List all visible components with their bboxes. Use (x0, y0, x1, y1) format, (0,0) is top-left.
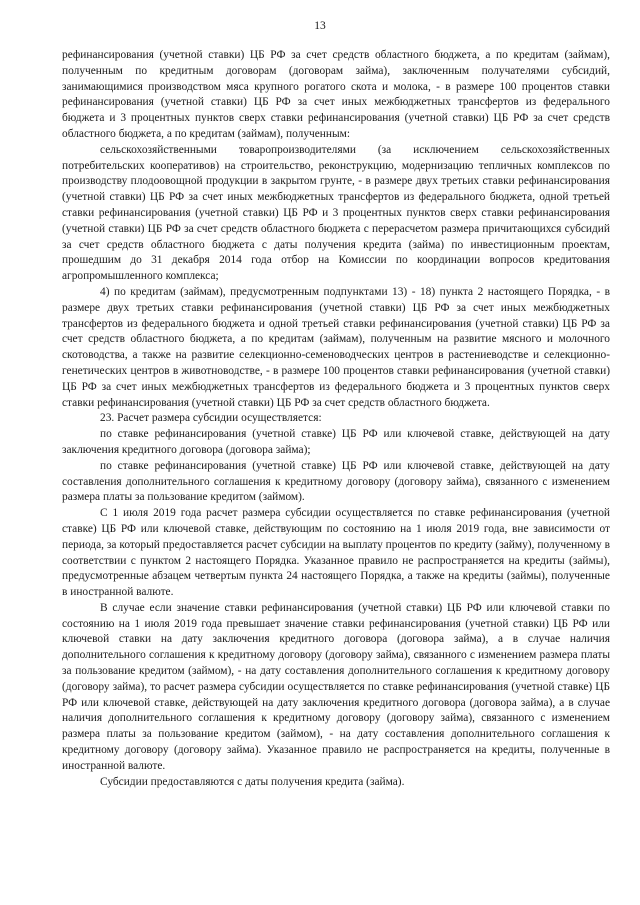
paragraph-continuation: рефинансирования (учетной ставки) ЦБ РФ за счет средств областного бюджета, а по кредитам (займам), полученным по кредитным договорам (договорам займа), заключенным получателями субсидий, занимающимися производством мяса крупного рогатого скота и молока, - в размере 100 процентов ставки рефинансирования (учетной ставки) ЦБ РФ за счет иных межбюджетных трансфертов из федерального бюджета и 3 процентных пунктов сверх ставки рефинансирования (учетной ставки) ЦБ РФ за счет средств областного бюджета, а по кредитам (займам), полученным: (62, 49, 610, 140)
paragraph-subsidy-start: Субсидии предоставляются с даты получения кредита (займа). (100, 775, 405, 788)
paragraph-rate-exceeds-case: В случае если значение ставки рефинансирования (учетной ставки) ЦБ РФ или ключевой ставки по состоянию на 1 июля 2019 года превышает значение ставки рефинансирования (учетной ставки) ЦБ РФ или ключевой ставки на дату заключения кредитного договора (договора займа), а в случае наличия дополнительного соглашения к кредитному договору (договору займа), связанного с изменением размера платы за пользование кредитом (займом), - на дату составления дополнительного соглашения к кредитному договору (договору займа), то расчет размера субсидии осуществляется по ставке рефинансирования (учетной ставке) ЦБ РФ или ключевой ставке, действующей на дату заключения кредитного договора (договора займа), а в случае наличия дополнительного соглашения к кредитному договору (договору займа), связанного с изменением размера платы за пользование кредитом (займом), - на дату составления дополнительного соглашения к кредитному договору (договору займа). Указанное правило не распространяется на кредиты, полученные в иностранной валюте. (62, 601, 610, 772)
paragraph-july-2019-rule: С 1 июля 2019 года расчет размера субсидии осуществляется по ставке рефинансирования (учетной ставке) ЦБ РФ или ключевой ставке, действующим по состоянию на 1 июля 2019 года, вне зависимости от периода, за который предоставляется расчет субсидии на выплату процентов по кредиту (займу), полученному в соответствии с пунктом 2 настоящего Порядка. Указанное правило не распространяется на кредиты (займы), предусмотренные абзацем четвертым пункта 24 настоящего Порядка, а также на кредиты (займы), полученные в иностранной валюте. (62, 507, 610, 599)
paragraph-greenhouse-producers: сельскохозяйственными товаропроизводителями (за исключением сельскохозяйственных потребительских кооперативов) на строительство, реконструкцию, модернизацию тепличных комплексов по производству плодоовощной продукции в закрытом грунте, - в размере двух третьих ставки рефинансирования (учетной ставки) ЦБ РФ за счет иных межбюджетных трансфертов из федерального бюджета, одной третьей ставки рефинансирования (учетной ставки) ЦБ РФ и 3 процентных пунктов сверх ставки рефинансирования (учетной ставки) ЦБ РФ за счет средств областного бюджета с перерасчетом размера причитающихся субсидий за счет средств областного бюджета с даты получения кредита (займа) по инвестиционным проектам, прошедшим до 31 декабря 2014 года отбор на Комиссии по координации вопросов кредитования агропромышленного комплекса; (62, 143, 610, 283)
paragraph-rate-on-amendment-date: по ставке рефинансирования (учетной ставке) ЦБ РФ или ключевой ставке, действующей на дату составления дополнительного соглашения к кредитному договору (договору займа), связанного с изменением размера платы за пользование кредитом (займом). (62, 459, 610, 504)
document-body (62, 48, 610, 790)
page-number: 13 (314, 20, 326, 32)
paragraph-item-4: 4) по кредитам (займам), предусмотренным подпунктами 13) - 18) пункта 2 настоящего Порядка, - в размере двух третьих ставки рефинансирования (учетной ставки) ЦБ РФ за счет иных межбюджетных трансфертов из федерального бюджета и одной третьей ставки рефинансирования (учетной ставки) ЦБ РФ за счет средств областного бюджета, а по кредитам (займам), полученным на развитие мясного и молочного скотоводства, а также на развитие селекционно-семеноводческих центров в растениеводстве и селекционно-генетических центров в животноводстве, - в размере 100 процентов ставки рефинансирования (учетной ставки) ЦБ РФ за счет иных межбюджетных трансфертов из федерального бюджета и 3 процентных пунктов сверх ставки рефинансирования (учетной ставки) ЦБ РФ за счет средств областного бюджета. (62, 285, 610, 409)
paragraph-clause-23: 23. Расчет размера субсидии осуществляется: (100, 412, 322, 425)
paragraph-rate-on-contract-date: по ставке рефинансирования (учетной ставке) ЦБ РФ или ключевой ставке, действующей на дату заключения кредитного договора (договора займа); (62, 428, 610, 456)
